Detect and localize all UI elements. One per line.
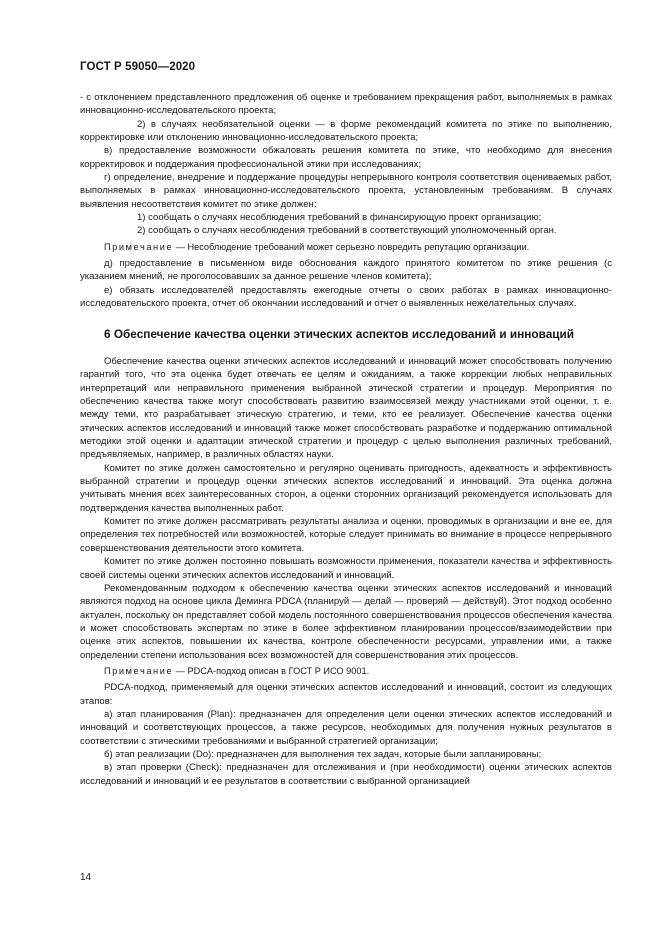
- paragraph: Обеспечение качества оценки этических аспектов исследований и инноваций может способствовать получению гарантий того, что эта оценка будет отвечать ее целям и ожиданиям, а также коррекции любых неправильных интерпретаций или неправильного применения выбранной этической стратегии и процедур. Мероприятия по обеспечению качества также могут способствовать развитию взаимосвязей между участниками этой оценки, т. е. между теми, кто разрабатывает этическую стратегию, и теми, кто ее реализует. Обеспечение качества оценки этических аспектов исследований и инноваций также может способствовать разработке и поддержанию оптимальной методики этой оценки и адаптации этической стратегии и процедур с целью выполнения различных требований, предъявляемых, например, в различных областях науки.: [80, 356, 612, 461]
- page-number: 14: [80, 872, 92, 883]
- paragraph: Комитет по этике должен рассматривать результаты анализа и оценки, проводимых в организации и вне ее, для определения тех потребностей или возможностей, которые следует принимать во внимание в процессе непрерывного совершенствования деятельности этого комитета.: [80, 516, 612, 554]
- note: [80, 665, 612, 678]
- paragraph: в) этап проверки (Check): предназначен для отслеживания и (при необходимости) оценки этических аспектов исследований и инноваций и ее результатов в соответствии с выбранной организацией: [80, 762, 612, 787]
- paragraph: б) этап реализации (Do): предназначен для выполнения тех задач, которые были запланированы;: [104, 748, 542, 760]
- document-body: [80, 91, 612, 788]
- note: [80, 241, 612, 254]
- paragraph: 1) сообщать о случаях несоблюдения требований в финансирующую проект организацию;: [137, 212, 542, 224]
- paragraph: Рекомендованным подходом к обеспечению качества оценки этических аспектов исследований и инноваций являются подход на основе цикла Деминга PDCA (планируй — делай — проверяй — действуй). Этот подход особенно актуален, поскольку он представляет собой модель постоянного совершенствования процессов обеспечения качества и может способствовать экспертам по этике в более эффективном планировании процессов/взаимодействии при оценке этих аспектов, повышении их качества, контроле обеспеченности ресурсами, управлении ими, а также определении степени использования всех возможностей для совершенствования этих процессов.: [80, 582, 612, 661]
- paragraph: д) предоставление в письменном виде обоснования каждого принятого комитетом по этике решения (с указанием мнений, не проголосовавших за данное решение членов комитета);: [80, 258, 612, 283]
- paragraph: е) обязать исследователей предоставлять ежегодные отчеты о своих работах в рамках инновационно-исследовательского проекта, отчет об окончании исследований и отчет о выявленных нежелательных случаях.: [80, 284, 612, 310]
- paragraph: 2) сообщать о случаях несоблюдения требований в соответствующий уполномоченный орган.: [137, 225, 557, 237]
- paragraph: а) этап планирования (Plan): предназначен для определения цели оценки этических аспектов исследований и инноваций и соответствующих процессов, а также ресурсов, необходимых для получения нужных результатов в соответствии с этическими требованиями и выбранной стратегией организации;: [80, 708, 612, 747]
- section-heading: 6 Обеспечение качества оценки этических аспектов исследований и инноваций: [104, 326, 575, 341]
- note-label: Примечание: [104, 241, 174, 252]
- paragraph: PDCA-подход, применяемый для оценки этических аспектов исследований и инноваций, состоит из следующих этапов:: [80, 682, 612, 707]
- document-code-header: ГОСТ Р 59050—2020: [80, 61, 196, 73]
- note-text: — PDCA-подход описан в ГОСТ Р ИСО 9001.: [175, 665, 370, 676]
- paragraph: г) определение, внедрение и поддержание процедуры непрерывного контроля соответствия оцениваемых работ, выполняемых в рамках инновационно-исследовательского проекта, установленным требованиям. В случаях выявления несоответствия комитет по этике должен:: [80, 172, 612, 210]
- note-text: — Несоблюдение требований может серьезно повредить репутацию организации.: [175, 241, 530, 252]
- paragraph: - с отклонением представленного предложения об оценке и требованием прекращения работ, выполняемых в рамках инновационно-исследовательского проекта;: [80, 92, 612, 117]
- paragraph: в) предоставление возможности обжаловать решения комитета по этике, что необходимо для внесения корректировок и поддержания профессиональной этики при исследованиях;: [80, 145, 612, 170]
- paragraph: Комитет по этике должен постоянно повышать возможности применения, показатели качества и эффективность своей системы оценки этических аспектов исследований и инноваций.: [80, 556, 612, 581]
- paragraph: Комитет по этике должен самостоятельно и регулярно оценивать пригодность, адекватность и эффективность выбранной стратегии и процедур оценки этических аспектов исследований и инноваций. Эта оценка должна учитывать мнения всех заинтересованных сторон, а оценки сторонних организаций рекомендуется использовать для подтверждения качества выполненных работ.: [80, 462, 612, 514]
- paragraph: 2) в случаях необязательной оценки — в форме рекомендаций комитета по этике по выполнению, корректировке или отклонению инновационно-исследовательского проекта;: [80, 118, 612, 144]
- note-label: Примечание: [104, 665, 174, 676]
